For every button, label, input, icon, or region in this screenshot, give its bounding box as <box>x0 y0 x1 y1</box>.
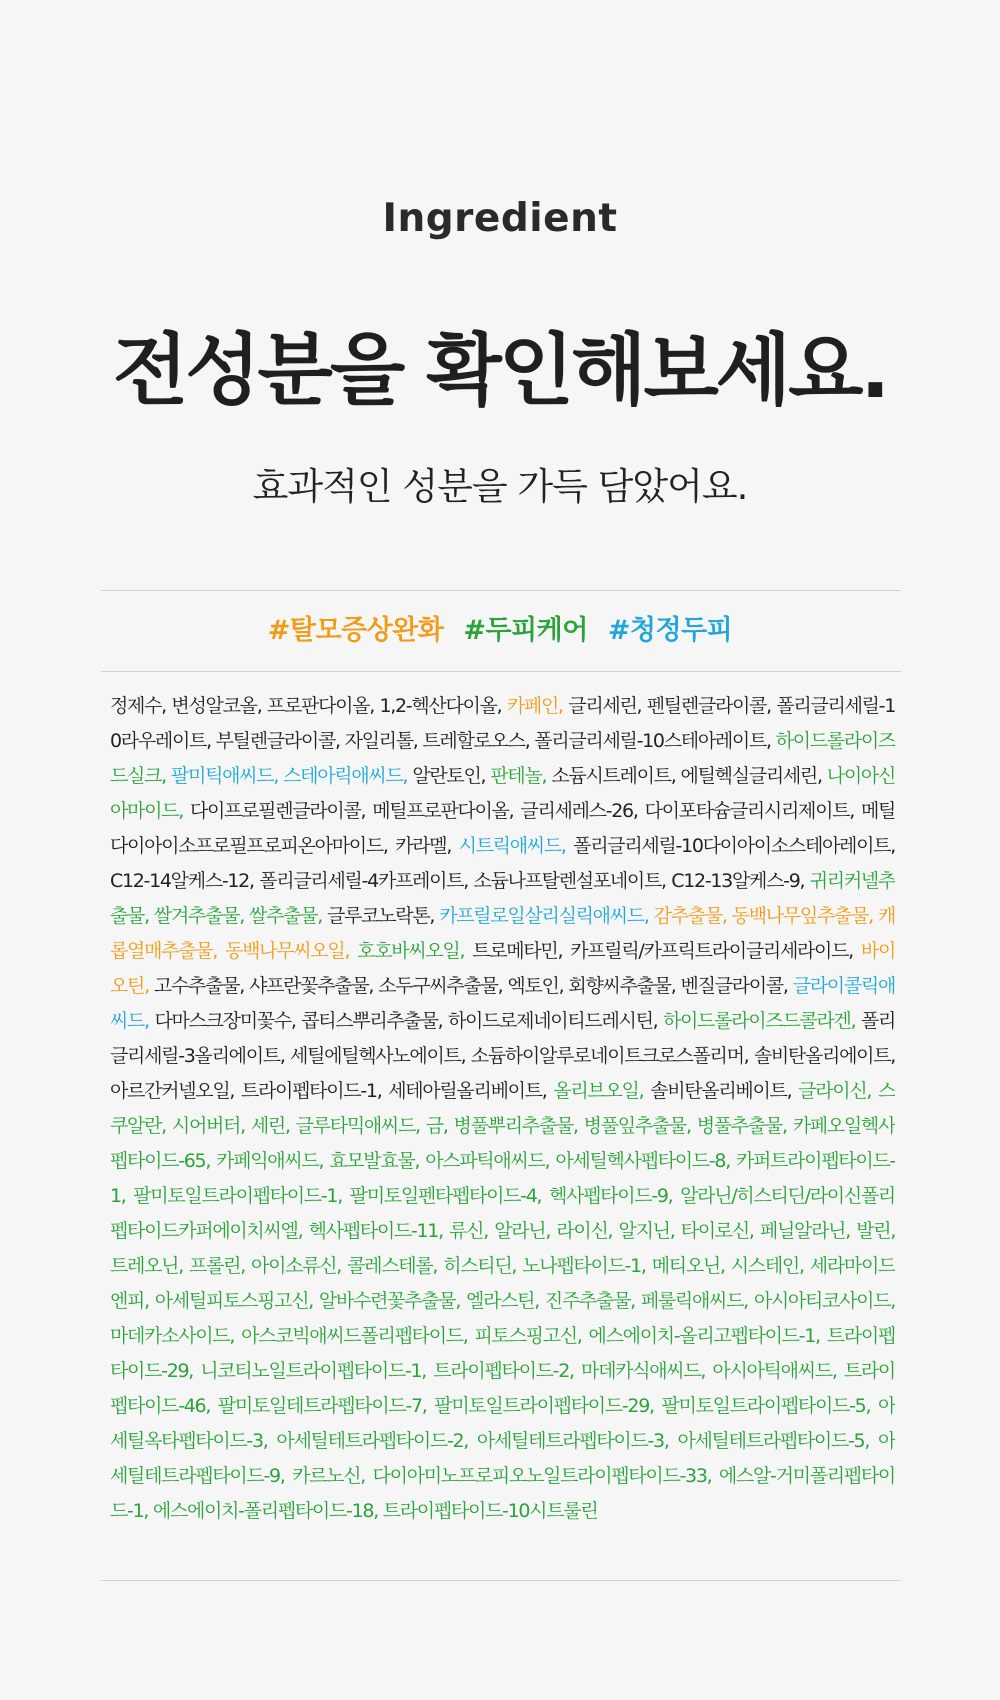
ingredient-separator: , <box>239 905 250 927</box>
ingredient-separator: , <box>161 1115 172 1137</box>
ingredient-item: 벤질글라이콜 <box>680 975 783 997</box>
ingredient-item: 아세틸테트라펩타이드-5 <box>677 1430 865 1452</box>
ingredient-separator: , <box>849 800 861 822</box>
ingredient-item: 하이드롤라이즈드실크 <box>110 730 895 787</box>
ingredient-item: 에스에이치-올리고펩타이드-1 <box>588 1325 816 1347</box>
ingredient-item: 타이로신 <box>680 1220 749 1242</box>
ingredient-item: 트라이펩타이드-1 <box>240 1080 377 1102</box>
ingredient-item: 솔비탄올리베이트 <box>650 1080 787 1102</box>
ingredient-separator: , <box>205 1150 217 1172</box>
hashtag: #탈모증상완화 <box>267 615 444 646</box>
ingredient-separator: , <box>373 1500 383 1522</box>
ingredient-separator: , <box>335 730 345 752</box>
ingredient-separator: , <box>421 1360 434 1382</box>
ingredient-separator: , <box>290 1010 302 1032</box>
ingredient-separator: , <box>576 1325 589 1347</box>
ingredient-item: 헥사펩타이드-11 <box>308 1220 439 1242</box>
ingredient-separator: , <box>652 1010 663 1032</box>
ingredient-item: 회향씨추출물 <box>568 975 671 997</box>
ingredient-separator: , <box>308 1290 319 1312</box>
ingredient-item: 폴리글리세릴-4카프레이트 <box>259 870 464 892</box>
ingredient-separator: , <box>661 870 672 892</box>
ingredient-item: 아세틸피토스핑고신 <box>154 1290 309 1312</box>
ingredient-item: 콥티스뿌리추출물 <box>301 1010 438 1032</box>
ingredient-separator: , <box>748 1220 760 1242</box>
ingredient-item: 세테아릴올리베이트 <box>388 1080 542 1102</box>
ingredient-separator: , <box>558 695 569 717</box>
ingredient-separator: , <box>429 905 440 927</box>
ingredient-separator: , <box>161 695 172 717</box>
ingredient-item: 폴리글리세릴-3올리에이트 <box>110 1010 895 1067</box>
ingredient-separator: , <box>240 1115 251 1137</box>
ingredient-item: 카페오일헥사펩타이드-65 <box>110 1115 895 1172</box>
ingredient-item: 자일리톨 <box>344 730 413 752</box>
ingredient-item: 히스티딘 <box>443 1255 512 1277</box>
ingredient-separator: , <box>144 975 154 997</box>
ingredient-separator: , <box>890 1045 895 1067</box>
ingredient-item: 폴리글리세릴-10라우레이트 <box>110 695 895 752</box>
ingredient-separator: , <box>437 1010 448 1032</box>
ingredient-separator: , <box>868 905 878 927</box>
ingredient-item: 메티오닌 <box>651 1255 720 1277</box>
ingredient-item: 류신 <box>449 1220 484 1242</box>
ingredient-separator: , <box>273 765 284 787</box>
ingredient-item: 병풀추출물 <box>696 1115 782 1137</box>
ingredient-separator: , <box>144 905 154 927</box>
ingredient-item: 아시아티코사이드 <box>753 1290 891 1312</box>
ingredient-item: 마데카소사이드 <box>110 1325 230 1347</box>
ingredient-item: 카라멜 <box>395 835 447 857</box>
ingredient-item: 시어버터 <box>171 1115 241 1137</box>
ingredient-item: 하이드롤라이즈드콜라겐 <box>662 1010 851 1032</box>
ingredient-separator: , <box>845 1220 857 1242</box>
ingredient-item: 다이아미노프로피오노일트라이펩타이드-33 <box>372 1465 707 1487</box>
ingredient-item: 알란토인 <box>412 765 481 787</box>
ingredient-item: 트라이펩타이드-10시트룰린 <box>382 1500 598 1522</box>
ingredient-separator: , <box>544 1150 556 1172</box>
ingredient-separator: , <box>463 1430 477 1452</box>
ingredient-separator: , <box>706 1465 719 1487</box>
hashtag-row <box>0 608 1000 647</box>
ingredient-item: 피토스핑고신 <box>474 1325 577 1347</box>
ingredient-separator: , <box>541 765 552 787</box>
ingredient-item: C12-13알케스-9 <box>671 870 800 892</box>
ingredient-item: 귀리커넬추출물 <box>110 870 895 927</box>
ingredient-item: 트라이펩타이드-29 <box>110 1325 895 1382</box>
ingredient-separator: , <box>337 1185 350 1207</box>
ingredient-item: 라이신 <box>556 1220 608 1242</box>
ingredient-separator: , <box>536 1185 549 1207</box>
ingredient-item: 고수추출물 <box>153 975 240 997</box>
ingredient-separator: , <box>178 1255 190 1277</box>
ingredient-item: 아스파틱애씨드 <box>425 1150 545 1172</box>
ingredient-separator: , <box>239 975 250 997</box>
ingredient-item: 병풀잎추출물 <box>583 1115 686 1137</box>
ingredient-item: 발린 <box>856 1220 891 1242</box>
ingredient-item: 소듐나프탈렌설포네이트 <box>473 870 662 892</box>
ingredient-separator: , <box>368 975 379 997</box>
ingredient-item: 팔미토일트라이펩타이드-5 <box>661 1395 866 1417</box>
ingredient-item: 아세틸테트라펩타이드-9 <box>110 1430 895 1487</box>
ingredient-separator: , <box>607 1220 619 1242</box>
ingredient-item: 알라닌 <box>494 1220 546 1242</box>
ingredient-separator: , <box>670 975 681 997</box>
ingredient-item: 마데카식애씨드 <box>581 1360 701 1382</box>
ingredient-separator: , <box>569 1360 582 1382</box>
ingredient-item: 콜레스테롤 <box>347 1255 433 1277</box>
ingredient-separator: , <box>766 730 776 752</box>
ingredient-item: 카프릴릭/카프릭트라이글리세라이드 <box>570 940 849 962</box>
ingredient-separator: , <box>382 835 396 857</box>
ingredient-separator: , <box>700 1360 713 1382</box>
ingredient-separator: , <box>890 1290 895 1312</box>
ingredient-item: 병풀뿌리추출물 <box>453 1115 573 1137</box>
ingredient-item: 메틸다이아이소프로필프로피온아마이드 <box>110 800 895 857</box>
ingredient-separator: , <box>685 1115 697 1137</box>
ingredient-item: 아세틸테트라펩타이드-2 <box>276 1430 464 1452</box>
ingredient-separator: , <box>415 1115 426 1137</box>
ingredient-item: 트라이펩타이드-2 <box>433 1360 570 1382</box>
ingredient-item: 스쿠알란 <box>110 1080 895 1137</box>
ingredient-separator: , <box>831 1360 844 1382</box>
ingredient-separator: , <box>545 1220 557 1242</box>
ingredient-item: 트레오닌 <box>110 1255 179 1277</box>
ingredient-separator: , <box>369 695 380 717</box>
ingredient-separator: , <box>799 870 810 892</box>
ingredient-item: 글루타믹애씨드 <box>295 1115 416 1137</box>
ingredient-separator: , <box>438 1220 450 1242</box>
ingredient-separator: , <box>649 1395 662 1417</box>
ingredient-separator: , <box>743 1290 754 1312</box>
ingredient-item: 팔미토일테트라펩타이드-7 <box>217 1395 422 1417</box>
ingredient-separator: , <box>670 765 681 787</box>
ingredient-item: 팔미토일트라이펩타이드-1 <box>133 1185 338 1207</box>
ingredient-separator: , <box>663 1430 678 1452</box>
divider-top <box>101 590 901 591</box>
ingredient-separator: , <box>412 730 423 752</box>
ingredient-separator: , <box>850 1010 861 1032</box>
section-eyebrow: Ingredient <box>382 196 618 241</box>
ingredient-separator: , <box>178 800 190 822</box>
ingredient-separator: , <box>460 1045 471 1067</box>
ingredient-separator: , <box>743 1045 754 1067</box>
ingredient-item: 헥사펩타이드-9 <box>549 1185 668 1207</box>
ingredient-separator: , <box>229 1325 242 1347</box>
ingredient-item: 하이드로제네이티드레시틴 <box>447 1010 653 1032</box>
ingredient-item: 샤프란꽃추출물 <box>249 975 369 997</box>
ingredient-item: 펜틸렌글라이콜 <box>646 695 767 717</box>
ingredient-item: 트라이펩타이드-46 <box>110 1360 895 1417</box>
ingredient-separator: , <box>317 905 328 927</box>
ingredient-separator: , <box>558 975 569 997</box>
ingredient-separator: , <box>240 1255 252 1277</box>
ingredient-item: 호호바씨오일 <box>357 940 460 962</box>
ingredient-item: 아세틸옥타펩타이드-3 <box>110 1395 895 1452</box>
ingredient-separator: , <box>188 1360 201 1382</box>
ingredient-item: 아시아틱애씨드 <box>712 1360 832 1382</box>
ingredient-item: 니코티노일트라이펩타이드-1 <box>200 1360 422 1382</box>
ingredient-separator: , <box>725 1150 736 1172</box>
ingredient-item: 폴리글리세릴-10스테아레이트 <box>534 730 767 752</box>
ingredient-separator: , <box>421 1395 435 1417</box>
ingredient-separator: , <box>344 940 358 962</box>
divider-middle <box>101 671 901 672</box>
ingredient-separator: , <box>248 870 260 892</box>
ingredient-item: 페룰릭애씨드 <box>640 1290 744 1312</box>
ingredient-separator: , <box>297 1220 309 1242</box>
ingredient-item: 아스코빅애씨드폴리펩타이드 <box>241 1325 463 1347</box>
ingredient-item: 글리세레스-26 <box>520 800 633 822</box>
ingredient-item: 아르간커넬오일 <box>110 1080 230 1102</box>
ingredient-item: 감추출물 <box>653 905 722 927</box>
ingredient-item: 에스알-거미폴리펩타이드-1 <box>110 1465 895 1522</box>
page-title: 전성분을 확인해보세요. <box>112 326 888 416</box>
ingredient-item: 쌀추출물 <box>249 905 318 927</box>
ingredient-separator: , <box>279 1045 291 1067</box>
ingredient-item: 아세틸헥사펩타이드-8 <box>555 1150 726 1172</box>
ingredient-item: 아세틸테트라펩타이드-3 <box>476 1430 664 1452</box>
ingredient-item: 에스에이치-폴리펩타이드-18 <box>152 1500 374 1522</box>
ingredient-separator: , <box>719 1255 731 1277</box>
ingredient-separator: , <box>524 730 535 752</box>
ingredient-separator: , <box>497 975 508 997</box>
ingredient-item: 프롤린 <box>189 1255 241 1277</box>
hashtag: #두피케어 <box>463 615 588 646</box>
ingredient-separator: , <box>402 765 413 787</box>
ingredient-separator: , <box>120 1185 134 1207</box>
ingredient-item: 소듐시트레이트 <box>551 765 671 787</box>
ingredient-item: 글라이신 <box>798 1080 867 1102</box>
ingredient-separator: , <box>786 1080 799 1102</box>
ingredient-item: 메틸프로판다이올 <box>372 800 509 822</box>
ingredient-separator: , <box>143 1500 153 1522</box>
ingredient-separator: , <box>446 835 459 857</box>
ingredient-separator: , <box>508 800 521 822</box>
ingredient-separator: , <box>815 1325 827 1347</box>
ingredient-separator: , <box>781 1115 793 1137</box>
ingredient-separator: , <box>511 1255 523 1277</box>
ingredient-item: 글루코노락톤 <box>327 905 430 927</box>
ingredient-separator: , <box>144 1290 155 1312</box>
ingredient-item: 엘라스틴 <box>466 1290 535 1312</box>
ingredient-separator: , <box>866 1080 878 1102</box>
ingredient-item: 폴리글리세릴-10다이아이소스테아레이트 <box>573 835 891 857</box>
ingredient-separator: , <box>212 940 226 962</box>
ingredient-separator: , <box>360 1465 373 1487</box>
ingredient-item: 페닐알라닌 <box>759 1220 846 1242</box>
ingredient-separator: , <box>144 1010 155 1032</box>
ingredient-item: 나이아신아마이드 <box>110 765 895 822</box>
ingredient-separator: , <box>432 1255 444 1277</box>
ingredient-separator: , <box>480 765 491 787</box>
ingredient-separator: , <box>766 695 777 717</box>
ingredient-separator: , <box>463 870 474 892</box>
ingredient-separator: , <box>376 1080 389 1102</box>
ingredient-item: 소두구씨추출물 <box>378 975 498 997</box>
ingredient-separator: , <box>256 695 267 717</box>
ingredient-separator: , <box>721 905 732 927</box>
ingredient-item: 트레할로오스 <box>422 730 525 752</box>
ingredient-item: 정제수 <box>110 695 162 717</box>
ingredient-item: 캐롭열매추출물 <box>110 905 895 962</box>
ingredient-separator: , <box>205 1395 218 1417</box>
ingredient-item: 프로판다이올 <box>266 695 370 717</box>
ingredient-separator: , <box>643 905 654 927</box>
ingredient-item: 카페인 <box>506 695 559 717</box>
ingredient-separator: , <box>560 835 574 857</box>
ingredient-separator: , <box>414 1150 426 1172</box>
ingredient-separator: , <box>557 940 571 962</box>
ingredient-separator: , <box>890 835 895 857</box>
ingredient-separator: , <box>890 1220 895 1242</box>
ingredient-item: 진주추출물 <box>544 1290 631 1312</box>
ingredient-item: 카페익애씨드 <box>216 1150 319 1172</box>
ingredient-separator: , <box>279 1465 293 1487</box>
ingredient-item: 알바수련꽃추출물 <box>318 1290 456 1312</box>
ingredient-list <box>110 689 895 1569</box>
ingredient-separator: , <box>638 1080 651 1102</box>
ingredient-item: 카르노신 <box>292 1465 361 1487</box>
ingredient-item: 다이프로필렌글라이콜 <box>189 800 361 822</box>
ingredient-item: 부틸렌글라이콜 <box>215 730 336 752</box>
hashtag: #청정두피 <box>607 615 733 646</box>
ingredient-item: 알라닌/히스티딘/라이신폴리펩타이드카퍼에이치씨엘 <box>110 1185 895 1242</box>
ingredient-item: 카퍼트라이펩타이드-1 <box>110 1150 895 1207</box>
ingredient-separator: , <box>336 1255 348 1277</box>
ingredient-separator: , <box>816 765 827 787</box>
ingredient-separator: , <box>636 695 647 717</box>
ingredient-item: 판테놀 <box>490 765 542 787</box>
ingredient-separator: , <box>640 1255 652 1277</box>
ingredient-item: 소듐하이알루로네이트크로스폴리머 <box>470 1045 744 1067</box>
ingredient-separator: , <box>229 1080 241 1102</box>
ingredient-item: 세틸에틸헥사노에이트 <box>290 1045 461 1067</box>
ingredient-item: 노나펩타이드-1 <box>522 1255 641 1277</box>
divider-bottom <box>101 1580 901 1581</box>
ingredient-separator: , <box>667 1185 681 1207</box>
ingredient-separator: , <box>360 800 373 822</box>
ingredient-separator: , <box>848 940 861 962</box>
ingredient-item: 솔비탄올리에이트 <box>753 1045 891 1067</box>
ingredient-separator: , <box>798 1255 810 1277</box>
ingredient-separator: , <box>632 800 645 822</box>
ingredient-item: 효모발효물 <box>329 1150 415 1172</box>
ingredient-separator: , <box>864 1430 878 1452</box>
ingredient-item: 다마스크장미꽃수 <box>154 1010 291 1032</box>
page-subtitle: 효과적인 성분을 가득 담았어요. <box>252 465 748 508</box>
ingredient-item: 금 <box>425 1115 443 1137</box>
ingredient-item: 글라이콜릭애씨드 <box>110 975 895 1032</box>
ingredient-separator: , <box>455 1290 467 1312</box>
ingredient-separator: , <box>206 730 216 752</box>
ingredient-separator: , <box>459 940 473 962</box>
ingredient-separator: , <box>865 1395 878 1417</box>
ingredient-item: 아이소류신 <box>251 1255 337 1277</box>
ingredient-separator: , <box>483 1220 495 1242</box>
ingredient-item: 알지닌 <box>618 1220 670 1242</box>
ingredient-item: 올리브오일 <box>553 1080 639 1102</box>
ingredient-separator: , <box>442 1115 454 1137</box>
ingredient-item: 글리세린 <box>568 695 637 717</box>
ingredient-item: 변성알코올 <box>171 695 257 717</box>
ingredient-item: 세린 <box>250 1115 285 1137</box>
ingredient-item: 동백나무씨오일 <box>225 940 345 962</box>
ingredient-item: 엑토인 <box>507 975 559 997</box>
ingredient-separator: , <box>284 1115 296 1137</box>
ingredient-separator: , <box>541 1080 554 1102</box>
ingredient-separator: , <box>630 1290 641 1312</box>
ingredient-separator: , <box>669 1220 681 1242</box>
ingredient-item: 시스테인 <box>730 1255 799 1277</box>
ingredient-item: 팔미틱애씨드 <box>170 765 274 787</box>
ingredient-separator: , <box>572 1115 584 1137</box>
ingredient-item: 팔미토일펜타펩타이드-4 <box>349 1185 537 1207</box>
ingredient-item: 트로메타민 <box>472 940 558 962</box>
ingredient-item: 팔미토일트라이펩타이드-29 <box>434 1395 650 1417</box>
ingredient-item: 쌀겨추출물 <box>153 905 240 927</box>
ingredient-separator: , <box>534 1290 545 1312</box>
ingredient-separator: , <box>161 765 171 787</box>
ingredient-separator: , <box>318 1150 330 1172</box>
ingredient-separator: , <box>496 695 507 717</box>
ingredient-item: 카프릴로일살리실릭애씨드 <box>439 905 644 927</box>
ingredient-item: 다이포타슘글리시리제이트 <box>644 800 850 822</box>
ingredient-separator: , <box>782 975 793 997</box>
ingredient-item: C12-14알케스-12 <box>110 870 249 892</box>
ingredient-item: 에틸헥실글리세린 <box>680 765 817 787</box>
ingredient-item: 동백나무잎추출물 <box>731 905 869 927</box>
ingredient-separator: , <box>262 1430 277 1452</box>
ingredient-separator: , <box>462 1325 475 1347</box>
ingredient-item: 세라마이드엔피 <box>110 1255 895 1312</box>
ingredient-item: 시트릭애씨드 <box>458 835 561 857</box>
ingredient-item: 스테아릭애씨드 <box>283 765 403 787</box>
ingredient-item: 바이오틴 <box>110 940 895 997</box>
ingredient-item: 1,2-헥산다이올 <box>379 695 497 717</box>
